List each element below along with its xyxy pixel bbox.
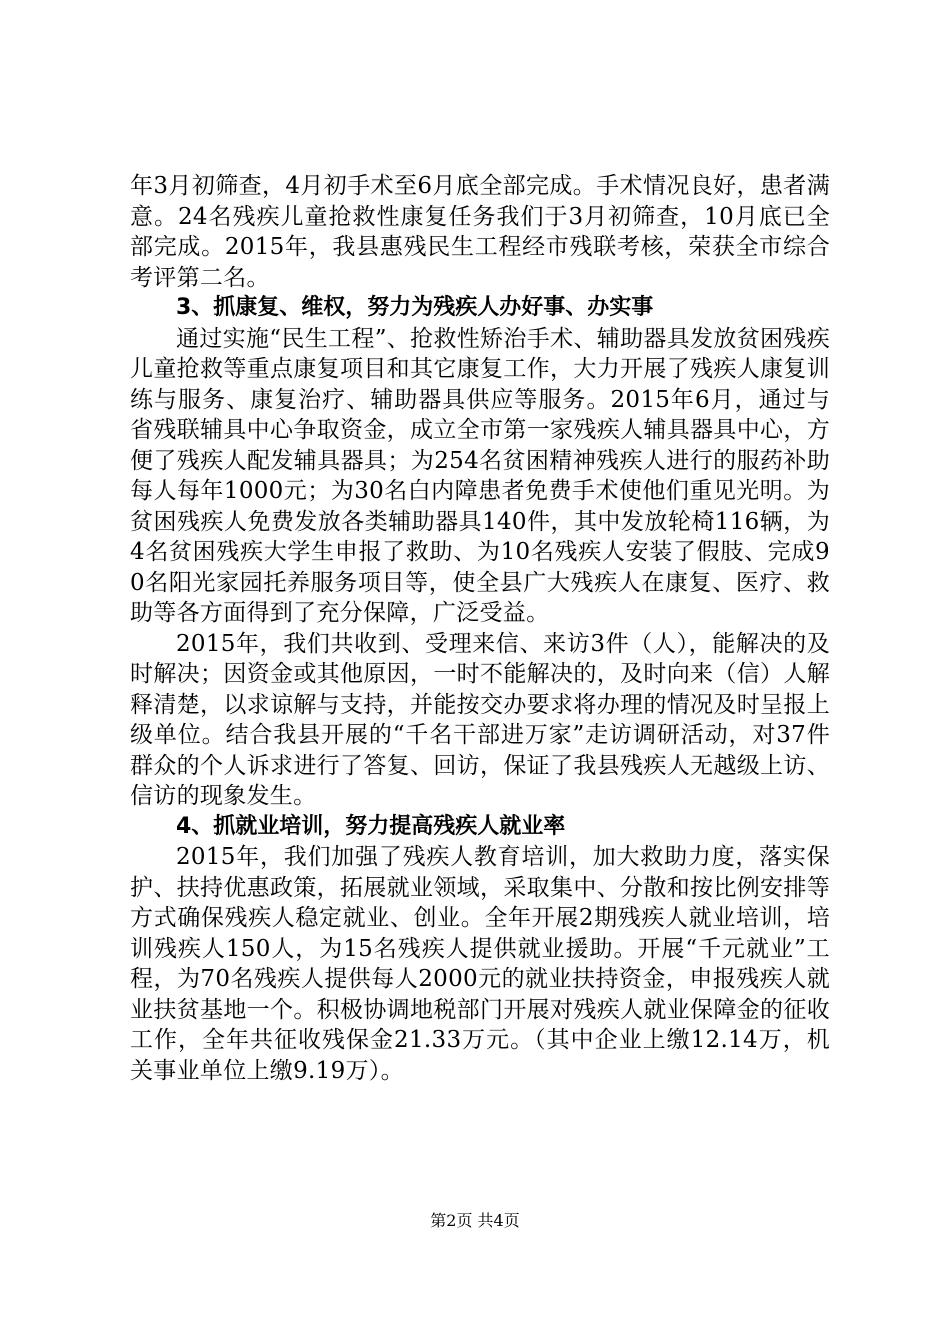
paragraph-continuation: 年3月初筛查，4月初手术至6月底全部完成。手术情况良好，患者满意。24名残疾儿童抢救性康复任务我们于3月初筛查，10月底已全部完成。2015年，我县惠残民生工程经市残联考核，荣获全市综合考评第二名。 bbox=[130, 173, 830, 291]
section-heading-4: 4、抓就业培训，努力提高残疾人就业率 bbox=[176, 813, 566, 839]
paragraph-petitions: 2015年，我们共收到、受理来信、来访3件（人），能解决的及时解决；因资金或其他原因，一时不能解决的，及时向来（信）人解释清楚，以求谅解与支持，并能按交办要求将办理的情况及时呈报上级单位。结合我县开展的“千名干部进万家”走访调研活动，对37件群众的个人诉求进行了答复、回访，保证了我县残疾人无越级上访、信访的现象发生。 bbox=[130, 630, 830, 809]
document-body bbox=[130, 171, 830, 1086]
paragraph-rehabilitation: 通过实施“民生工程”、抢救性矫治手术、辅助器具发放贫困残疾儿童抢救等重点康复项目和其它康复工作，大力开展了残疾人康复训练与服务、康复治疗、辅助器具供应等服务。2015年6月，通过与省残联辅具中心争取资金，成立全市第一家残疾人辅具器具中心，方便了残疾人配发辅具器具；为254名贫困精神残疾人进行的服药补助每人每年1000元；为30名白内障患者免费手术使他们重见光明。为贫困残疾人免费发放各类辅助器具140件，其中发放轮椅116辆，为4名贫困残疾大学生申报了救助、为10名残疾人安装了假肢、完成90名阳光家园托养服务项目等，使全县广大残疾人在康复、医疗、救助等各方面得到了充分保障，广泛受益。 bbox=[130, 325, 830, 626]
page-footer: 第2页 共4页 bbox=[430, 1211, 520, 1230]
section-heading-3: 3、抓康复、维权，努力为残疾人办好事、办实事 bbox=[176, 295, 654, 320]
paragraph-employment: 2015年，我们加强了残疾人教育培训，加大救助力度，落实保护、扶持优惠政策，拓展就业领域，采取集中、分散和按比例安排等方式确保残疾人稳定就业、创业。全年开展2期残疾人就业培训，培训残疾人150人，为15名残疾人提供就业援助。开展“千元就业”工程，为70名残疾人提供每人2000元的就业扶持资金，申报残疾人就业扶贫基地一个。积极协调地税部门开展对残疾人就业保障金的征收工作，全年共征收残保金21.33万元。（其中企业上缴12.14万，机关事业单位上缴9.19万）。 bbox=[130, 844, 830, 1084]
